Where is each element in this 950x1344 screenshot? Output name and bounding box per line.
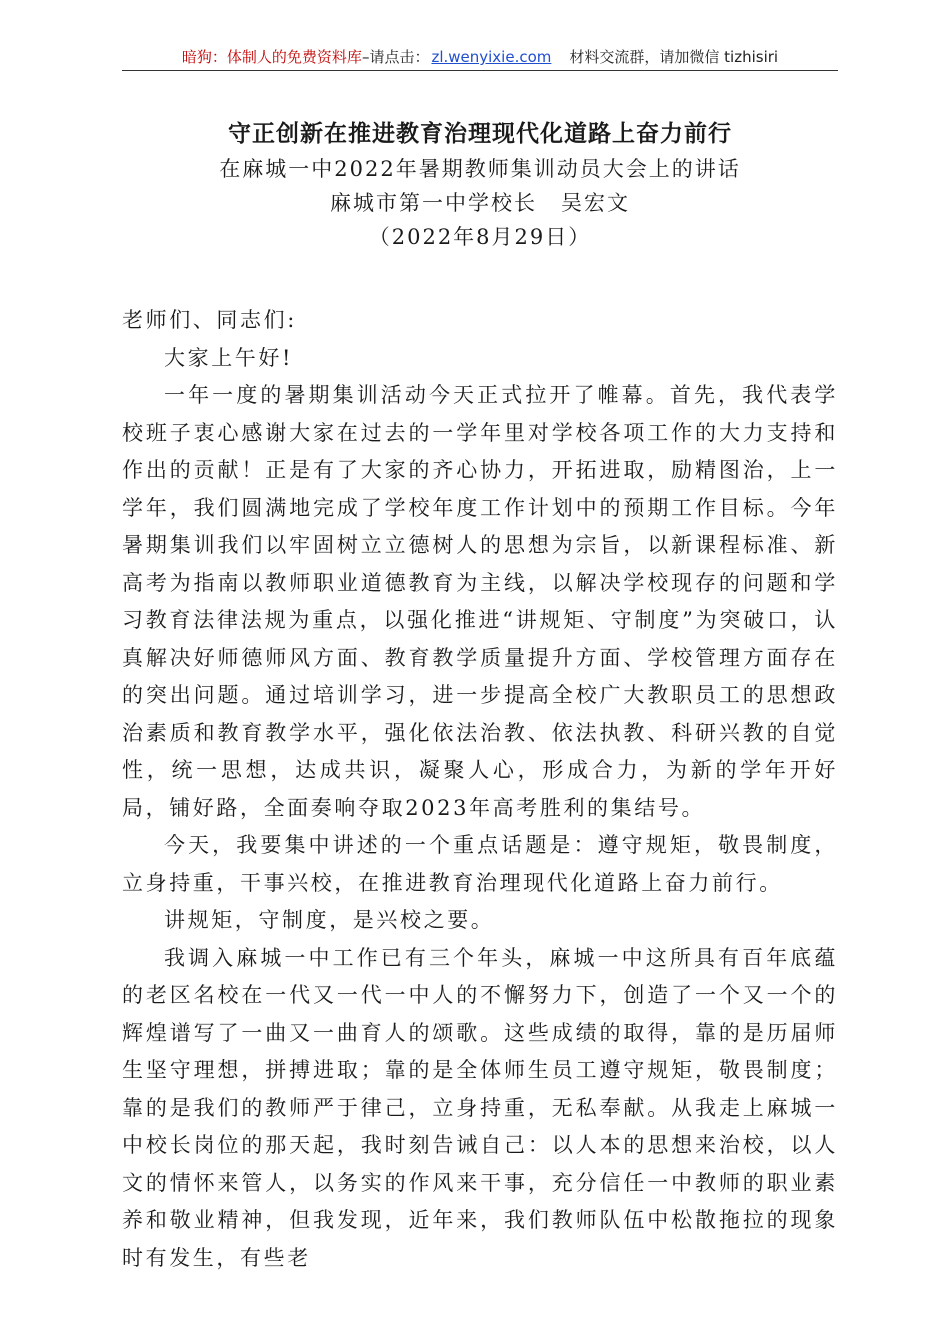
page-header [122, 44, 838, 71]
header-brand: 暗狗：体制人的免费资料库 [181, 48, 362, 66]
header-wechat-note: 材料交流群，请加微信 tizhisiri [569, 48, 779, 66]
title-block [122, 116, 838, 254]
document-body [122, 302, 838, 1277]
document-date: （2022年8月29日） [368, 225, 592, 249]
author-org: 麻城市第一中学校长 [330, 191, 537, 215]
header-prompt: –请点击： [361, 48, 430, 66]
header-link[interactable]: zl.wenyixie.com [431, 48, 552, 66]
document-author [122, 186, 838, 220]
author-name: 吴宏文 [561, 191, 630, 215]
body-paragraph: 今天，我要集中讲述的一个重点话题是：遵守规矩，敬畏制度，立身持重，干事兴校，在推进教育治理现代化道路上奋力前行。 [122, 833, 838, 895]
greeting: 大家上午好! [164, 345, 294, 370]
body-paragraph: 一年一度的暑期集训活动今天正式拉开了帷幕。首先，我代表学校班子衷心感谢大家在过去的一学年里对学校各项工作的大力支持和作出的贡献！正是有了大家的齐心协力，开拓进取，励精图治，上一学年，我们圆满地完成了学校年度工作计划中的预期工作目标。今年暑期集训我们以牢固树立立德树人的思想为宗旨，以新课程标准、新高考为指南以教师职业道德教育为主线，以解决学校现存的问题和学习教育法律法规为重点，以强化推进“讲规矩、守制度”为突破口，认真解决好师德师风方面、教育教学质量提升方面、学校管理方面存在的突出问题。通过培训学习，进一步提高全校广大教职员工的思想政治素质和教育教学水平，强化依法治教、依法执教、科研兴教的自觉性，统一思想，达成共识，凝聚人心，形成合力，为新的学年开好局，铺好路，全面奏响夺取2023年高考胜利的集结号。 [122, 383, 838, 820]
document-title: 守正创新在推进教育治理现代化道路上奋力前行 [228, 120, 732, 147]
document-subtitle: 在麻城一中2022年暑期教师集训动员大会上的讲话 [219, 157, 741, 181]
section-heading: 讲规矩，守制度，是兴校之要。 [164, 908, 495, 932]
salutation: 老师们、同志们: [122, 308, 297, 332]
body-paragraph: 我调入麻城一中工作已有三个年头，麻城一中这所具有百年底蕴的老区名校在一代又一代一中人的不懈努力下，创造了一个又一个的辉煌谱写了一曲又一曲育人的颂歌。这些成绩的取得，靠的是历届师生坚守理想，拼搏进取；靠的是全体师生员工遵守规矩，敬畏制度；靠的是我们的教师严于律己，立身持重，无私奉献。从我走上麻城一中校长岗位的那天起，我时刻告诫自己：以人本的思想来治校，以人文的情怀来管人，以务实的作风来干事，充分信任一中教师的职业素养和敬业精神，但我发现，近年来，我们教师队伍中松散拖拉的现象时有发生，有些老 [122, 945, 838, 1270]
